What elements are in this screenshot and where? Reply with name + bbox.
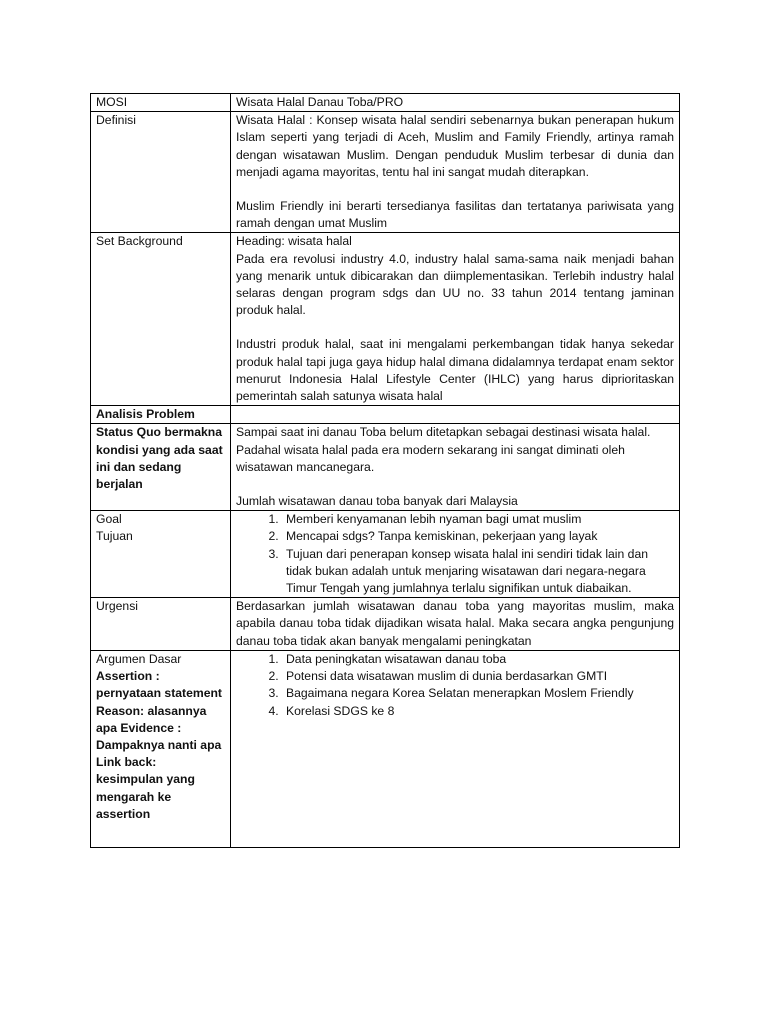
value-definisi [231,112,680,233]
row-status-quo [91,424,680,511]
argumen-sublabel: Assertion : pernyataan statement Reason: alasannya apa Evidence : Dampaknya nanti apa Link back: kesimpulan yang mengarah ke assertion [96,669,222,821]
goal-item: 3. Tujuan dari penerapan konsep wisata halal ini sendiri tidak lain dan tidak bukan adalah untuk menjaring wisatawan dari negara-negara Timur Tengah yang jumlahnya terlalu signifikan untuk diabaikan. [282,546,674,598]
goal-list [236,511,674,597]
row-analisis [91,406,680,424]
background-paragraph-1: Pada era revolusi industry 4.0, industry halal sama-sama naik menjadi bahan yang menarik untuk dibicarakan dan diimplementasikan. Terlebih industry halal selaras dengan program sdgs dan UU no. 33 tahun 2014 tentang jaminan produk halal. [236,251,674,318]
value-analisis [231,406,680,424]
argumen-item: 3. Bagaimana negara Korea Selatan menerapkan Moslem Friendly [282,685,674,702]
argumen-list [236,651,674,720]
label-background: Set Background [91,233,231,406]
value-mosi: Wisata Halal Danau Toba/PRO [231,94,680,112]
value-goal [231,511,680,598]
argumen-item: 1. Data peningkatan wisatawan danau toba [282,651,674,668]
label-goal [91,511,231,598]
definisi-paragraph-2: Muslim Friendly ini berarti tersedianya fasilitas dan tertatanya pariwisata yang ramah dengan umat Muslim [236,199,674,231]
argumen-label: Argumen Dasar [96,651,182,666]
value-urgensi: Berdasarkan jumlah wisatawan danau toba yang mayoritas muslim, maka apabila danau toba tidak dijadikan wisata halal. Maka secara angka pengunjung danau toba tidak akan banyak mengalami peningkatan [231,598,680,651]
definisi-paragraph-1: Wisata Halal : Konsep wisata halal sendiri sebenarnya bukan penerapan hukum Islam seperti yang terjadi di Aceh, Muslim and Family Friendly, artinya ramah dengan wisatawan Muslim. Dengan penduduk Muslim terbesar di dunia dan menjadi agama mayoritas, tentu hal ini sangat mudah diterapkan. [236,113,674,179]
motion-table [90,93,680,848]
goal-item: 2. Mencapai sdgs? Tanpa kemiskinan, pekerjaan yang layak [282,528,674,545]
label-mosi: MOSI [91,94,231,112]
row-goal [91,511,680,598]
goal-item: 1. Memberi kenyamanan lebih nyaman bagi umat muslim [282,511,674,528]
label-urgensi: Urgensi [91,598,231,651]
label-status-quo: Status Quo bermakna kondisi yang ada saat ini dan sedang berjalan [91,424,231,511]
row-mosi [91,94,680,112]
value-background [231,233,680,406]
argumen-item: 4. Korelasi SDGS ke 8 [282,703,674,720]
value-argumen [231,650,680,847]
label-definisi: Definisi [91,112,231,233]
row-background [91,233,680,406]
tujuan-label: Tujuan [96,529,133,544]
label-analisis: Analisis Problem [91,406,231,424]
value-status-quo [231,424,680,511]
row-urgensi [91,598,680,651]
row-definisi [91,112,680,233]
background-heading: Heading: wisata halal [236,234,352,249]
background-paragraph-2: Industri produk halal, saat ini mengalami perkembangan tidak hanya sekedar produk halal tapi juga gaya hidup halal dimana didalamnya terdapat enam sektor menurut Indonesia Halal Lifestyle Center (IHLC) yang harus diprioritaskan pemerintah salah satunya wisata halal [236,337,674,404]
goal-label: Goal [96,512,122,527]
label-argumen [91,650,231,847]
status-quo-paragraph-1: Sampai saat ini danau Toba belum ditetapkan sebagai destinasi wisata halal. Padahal wisata halal pada era modern sekarang ini sangat diminati oleh wisatawan mancanegara. [236,425,651,474]
argumen-item: 2. Potensi data wisatawan muslim di dunia berdasarkan GMTI [282,668,674,685]
row-argumen [91,650,680,847]
status-quo-paragraph-2: Jumlah wisatawan danau toba banyak dari Malaysia [236,494,518,509]
